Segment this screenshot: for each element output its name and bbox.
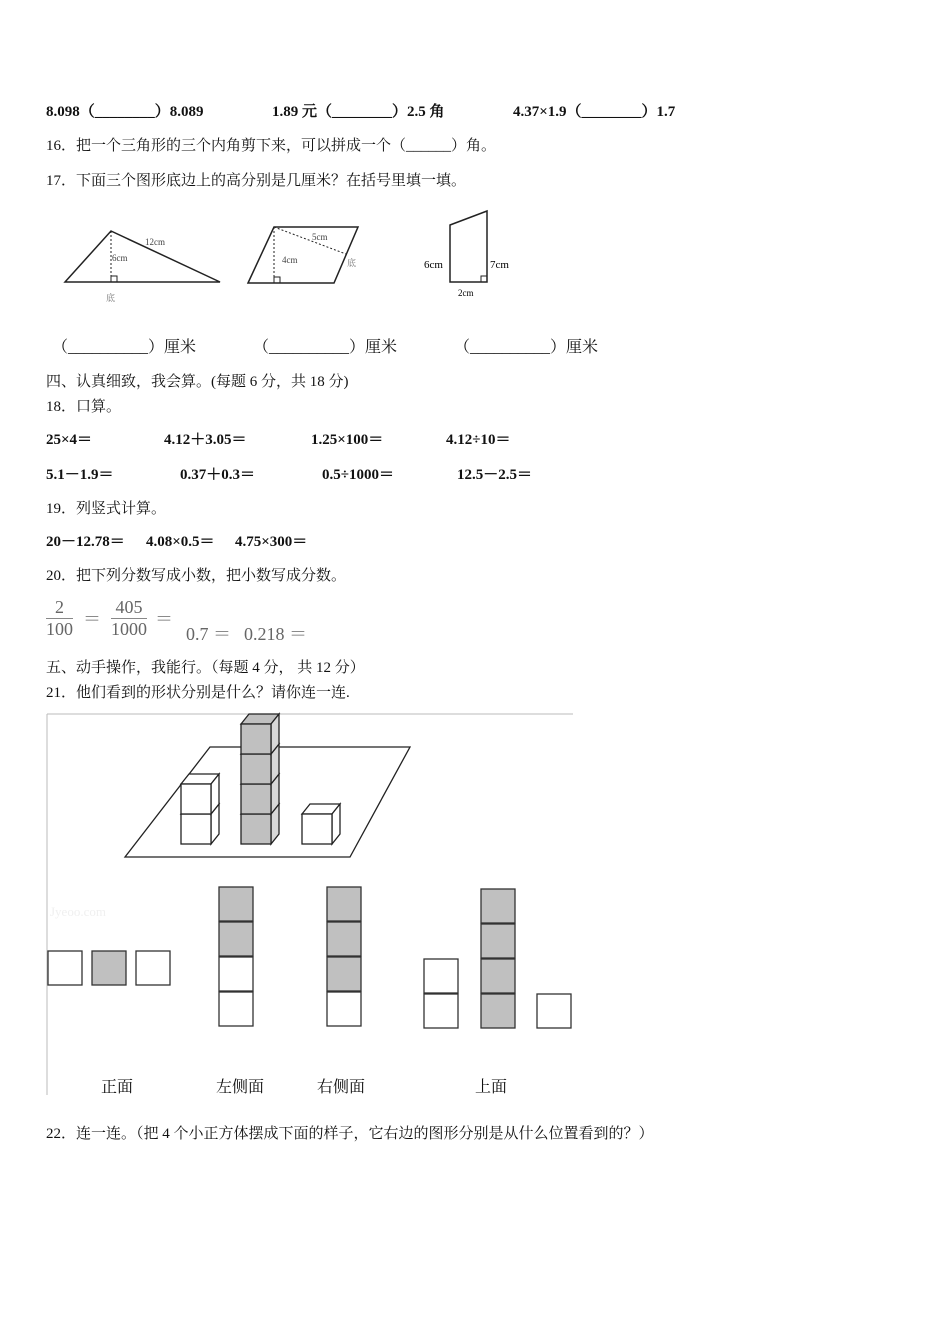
trapezoid-right-label: 7cm (490, 259, 509, 271)
trapezoid-bottom-label: 2cm (458, 288, 474, 298)
triangle-base-label: 底 (106, 293, 116, 303)
cube (241, 744, 279, 784)
view-square (219, 992, 253, 1026)
view-square (481, 889, 515, 923)
vertical-calc: 20－12.78＝ (46, 534, 125, 550)
view-square (219, 922, 253, 956)
oral-calc: 5.1－1.9＝ (46, 467, 114, 483)
question-17: 17．下面三个图形底边上的高分别是几厘米？在括号里填一填。 (46, 173, 467, 189)
equals-sign: ＝ (155, 609, 173, 629)
question-18: 18．口算。 (46, 399, 122, 415)
cube (181, 774, 219, 814)
question-16: 16．把一个三角形的三个内角剪下来，可以拼成一个（______）角。 (46, 138, 497, 154)
triangle-height-label: 6cm (112, 253, 128, 263)
vertical-calc: 4.08×0.5＝ (146, 534, 215, 550)
question-22: 22．连一连。（把 4 个小正方体摆成下面的样子，它右边的图形分别是从什么位置看到的？） (46, 1126, 654, 1142)
fraction-2 (111, 597, 147, 640)
oral-calc: 4.12＋3.05＝ (164, 432, 247, 448)
view-label-left: 左侧面 (216, 1077, 265, 1096)
view-square (424, 959, 458, 993)
view-label-top: 上面 (475, 1077, 508, 1096)
view-square (481, 959, 515, 993)
numerator: 2 (46, 597, 73, 619)
section-5-title: 五、动手操作，我能行。（每题 4 分， 共 12 分） (46, 660, 365, 676)
view-square (219, 957, 253, 991)
decimal-2: 0.218 ＝ (244, 624, 307, 644)
cube (241, 804, 279, 844)
question-20: 20．把下列分数写成小数，把小数写成分数。 (46, 568, 347, 584)
vertical-calc: 4.75×300＝ (235, 534, 308, 550)
view-square (481, 924, 515, 958)
oral-calc: 25×4＝ (46, 432, 93, 448)
view-square (48, 951, 82, 985)
answer-blank-2[interactable]: （__________）厘米 (253, 339, 398, 356)
numerator: 405 (111, 597, 147, 619)
oral-calc: 12.5－2.5＝ (457, 467, 533, 483)
view-square (327, 992, 361, 1026)
triangle-figure (65, 231, 220, 282)
answer-blank-1[interactable]: （__________）厘米 (52, 339, 197, 356)
cube (241, 714, 279, 754)
decimal-1: 0.7 ＝ (186, 624, 231, 644)
answer-blank-3[interactable]: （__________）厘米 (454, 339, 599, 356)
parallelogram-height-label: 4cm (282, 255, 298, 265)
compare-item-2: 1.89 元（________）2.5 角 (272, 104, 445, 120)
view-square (481, 994, 515, 1028)
view-square (537, 994, 571, 1028)
compare-item-1: 8.098（________）8.089 (46, 104, 204, 120)
question-19: 19．列竖式计算。 (46, 501, 167, 517)
denominator: 1000 (111, 619, 147, 639)
parallelogram-side-label: 5cm (312, 232, 328, 242)
cube (302, 804, 340, 844)
cube-scene (125, 714, 410, 857)
oral-calc: 0.5÷1000＝ (322, 467, 394, 483)
trapezoid-figure (450, 211, 487, 282)
view-square (327, 957, 361, 991)
watermark: Jyeoo.com (50, 904, 106, 919)
compare-item-3: 4.37×1.9（________）1.7 (513, 104, 676, 120)
parallelogram-figure (248, 227, 358, 283)
oral-calc: 4.12÷10＝ (446, 432, 511, 448)
view-square (219, 887, 253, 921)
trapezoid-left-label: 6cm (424, 259, 443, 271)
oral-calc: 0.37＋0.3＝ (180, 467, 256, 483)
section-4-title: 四、认真细致，我会算。(每题 6 分，共 18 分) (46, 374, 349, 390)
cube (241, 774, 279, 814)
view-square (136, 951, 170, 985)
view-label-right: 右侧面 (317, 1077, 366, 1096)
cube (181, 804, 219, 844)
view-label-front: 正面 (101, 1077, 134, 1096)
equals-sign: ＝ (83, 609, 101, 629)
fraction-1 (46, 597, 73, 640)
parallelogram-base-label: 底 (347, 258, 357, 268)
view-square (92, 951, 126, 985)
view-square (327, 887, 361, 921)
oral-calc: 1.25×100＝ (311, 432, 384, 448)
question-21: 21．他们看到的形状分别是什么？请你连一连. (46, 685, 350, 701)
view-square (327, 922, 361, 956)
triangle-side-label: 12cm (145, 237, 165, 247)
view-square (424, 994, 458, 1028)
views (48, 887, 571, 1028)
denominator: 100 (46, 619, 73, 639)
